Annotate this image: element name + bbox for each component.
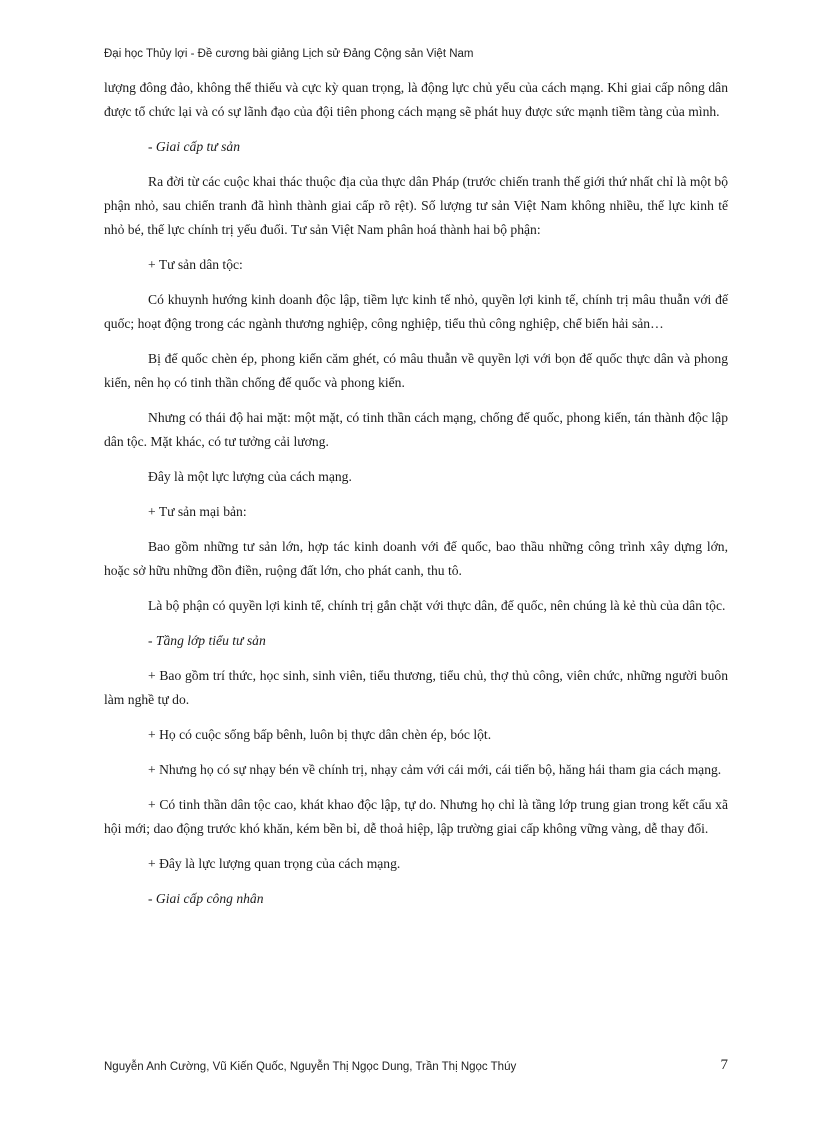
paragraph: Là bộ phận có quyền lợi kinh tế, chính trị gắn chặt với thực dân, đế quốc, nên chúng là kẻ thù của dân tộc. bbox=[148, 598, 726, 613]
subheading-comprador-bourgeoisie: + Tư sản mại bản: bbox=[148, 504, 247, 519]
bullet-paragraph: + Đây là lực lượng quan trọng của cách mạng. bbox=[148, 856, 401, 871]
bullet-paragraph: + Nhưng họ có sự nhạy bén về chính trị, nhạy cảm với cái mới, cái tiến bộ, hăng hái tham gia cách mạng. bbox=[148, 762, 722, 777]
footer-authors: Nguyễn Anh Cường, Vũ Kiến Quốc, Nguyễn Thị Ngọc Dung, Trần Thị Ngọc Thúy bbox=[104, 1061, 517, 1073]
bullet-paragraph: + Họ có cuộc sống bấp bênh, luôn bị thực dân chèn ép, bóc lột. bbox=[148, 727, 492, 742]
paragraph: Nhưng có thái độ hai mặt: một mặt, có tinh thần cách mạng, chống đế quốc, phong kiến, tán thành độc lập dân tộc. Mặt khác, có tư tưởng cải lương. bbox=[104, 410, 728, 449]
section-heading-bourgeoisie: - Giai cấp tư sản bbox=[148, 139, 240, 154]
paragraph: Đây là một lực lượng của cách mạng. bbox=[148, 469, 352, 484]
paragraph: Có khuynh hướng kinh doanh độc lập, tiềm lực kinh tế nhỏ, quyền lợi kinh tế, chính trị mâu thuẫn với đế quốc; hoạt động trong các ngành thương nghiệp, công nghiệp, tiểu thủ công nghiệp, chế biến hải sản… bbox=[104, 292, 728, 331]
bullet-paragraph: + Bao gồm trí thức, học sinh, sinh viên, tiểu thương, tiểu chủ, thợ thủ công, viên chức, những người buôn làm nghề tự do. bbox=[104, 668, 728, 707]
section-heading-working-class: - Giai cấp công nhân bbox=[148, 891, 264, 906]
section-heading-petty-bourgeoisie: - Tầng lớp tiểu tư sản bbox=[148, 633, 266, 648]
paragraph-continuation: lượng đông đảo, không thể thiếu và cực kỳ quan trọng, là động lực chủ yếu của cách mạng. Khi giai cấp nông dân được tổ chức lại và có sự lãnh đạo của đội tiên phong cách mạng sẽ phát huy được sức mạnh tiềm tàng của mình. bbox=[104, 80, 728, 119]
page-number: 7 bbox=[720, 1057, 728, 1073]
bullet-paragraph: + Có tinh thần dân tộc cao, khát khao độc lập, tự do. Nhưng họ chỉ là tầng lớp trung gian trong kết cấu xã hội mới; dao động trước khó khăn, kém bền bỉ, dễ thoả hiệp, lập trường giai cấp không vững vàng, dễ thay đổi. bbox=[104, 797, 728, 836]
subheading-national-bourgeoisie: + Tư sản dân tộc: bbox=[148, 257, 243, 272]
paragraph: Ra đời từ các cuộc khai thác thuộc địa của thực dân Pháp (trước chiến tranh thế giới thứ nhất chỉ là một bộ phận nhỏ, sau chiến tranh đã hình thành giai cấp rõ rệt). Số lượng tư sản Việt Nam không nhiều, thế lực kinh tế nhỏ bé, thế lực chính trị yếu đuối. Tư sản Việt Nam phân hoá thành hai bộ phận: bbox=[104, 174, 728, 237]
page-header: Đại học Thủy lợi - Đề cương bài giảng Lịch sử Đảng Cộng sản Việt Nam bbox=[104, 48, 474, 60]
paragraph: Bao gồm những tư sản lớn, hợp tác kinh doanh với đế quốc, bao thầu những công trình xây dựng lớn, hoặc sở hữu những đồn điền, ruộng đất lớn, cho phát canh, thu tô. bbox=[104, 539, 728, 578]
page-body bbox=[104, 76, 728, 922]
paragraph: Bị đế quốc chèn ép, phong kiến căm ghét, có mâu thuẫn về quyền lợi với bọn đế quốc thực dân và phong kiến, nên họ có tinh thần chống đế quốc và phong kiến. bbox=[104, 351, 728, 390]
